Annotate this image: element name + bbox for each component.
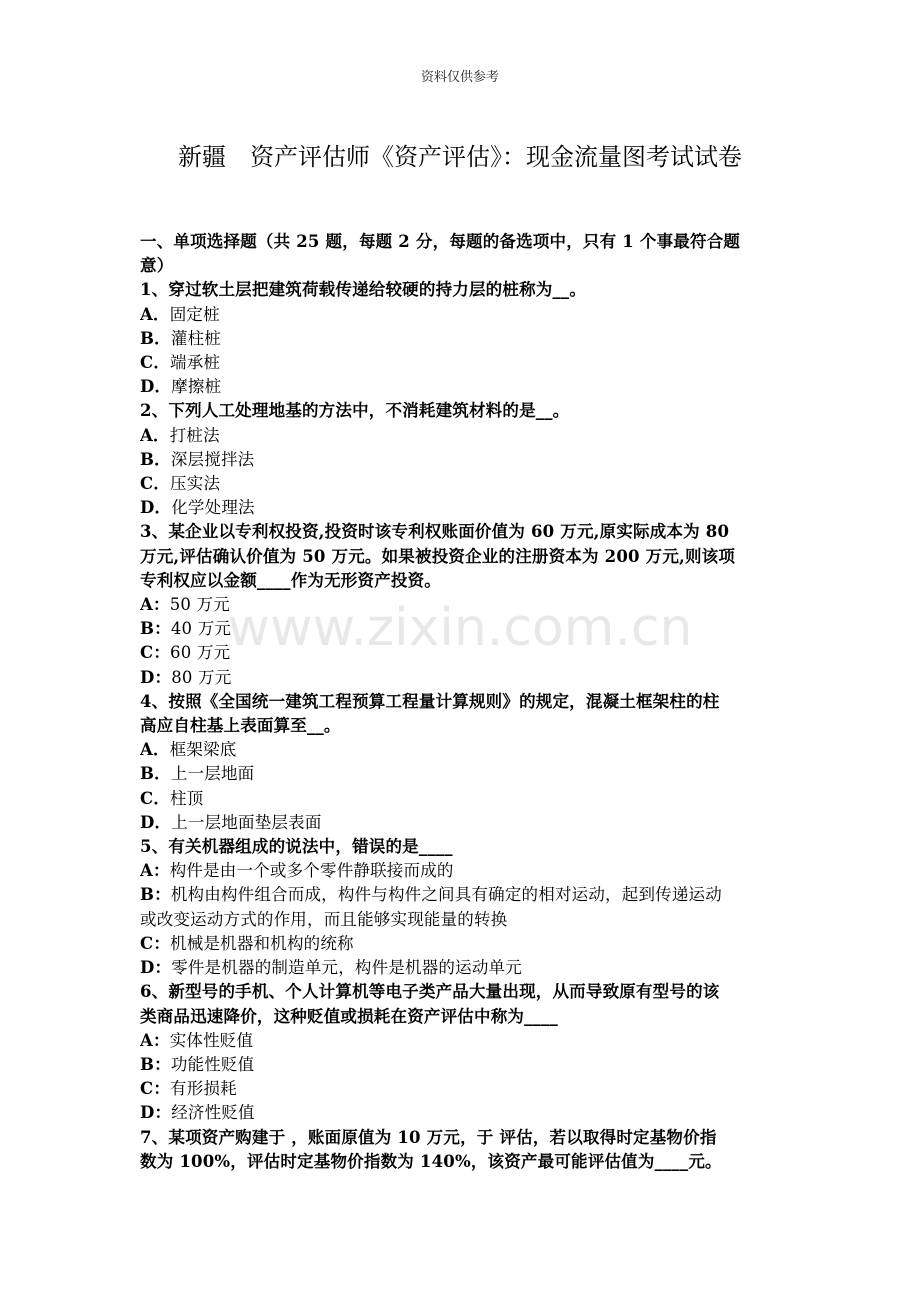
option-label: A． [140,425,170,445]
option-label: D： [140,667,172,687]
option-text: 机械是机器和机构的统称 [170,933,354,953]
answer-option [140,472,785,496]
answer-option [140,859,785,883]
question-text: 3、某企业以专利权投资,投资时该专利权账面价值为 60 万元,原实际成本为 80 [140,522,730,542]
answer-option [140,1029,785,1053]
question-text: 2、下列人工处理地基的方法中，不消耗建筑材料的是__。 [140,401,570,421]
option-text: 经济性贬值 [171,1103,255,1123]
option-text: 压实法 [170,474,221,494]
question-text: 6、新型号的手机、个人计算机等电子类产品大量出现，从而导致原有型号的该 [140,982,720,1002]
answer-option [140,787,785,811]
option-text: 框架梁底 [169,740,237,760]
question-text: 7、某项资产购建于 ，账面原值为 10 万元，于 评估，若以取得时定基物价指 [140,1127,717,1147]
question-stem [140,690,785,714]
option-text: 功能性贬值 [170,1054,255,1074]
answer-option [140,303,785,327]
option-label: D． [140,498,172,518]
answer-option [140,932,785,956]
question-text: 4、按照《全国统一建筑工程预算工程量计算规则》的规定，混凝土框架柱的柱 [140,691,720,711]
option-text: 打桩法 [169,425,220,445]
page-header: 资料仅供参考 [420,70,499,85]
section-heading-text: 一、单项选择题（共 25 题，每题 2 分，每题的备选项中，只有 1 个事最符合题 [140,232,741,251]
option-text: 机构由构件组合而成，构件与构件之间具有确定的相对运动，起到传递运动 [170,885,722,905]
option-text: 灌柱桩 [170,328,221,348]
question-text: 数为 100%，评估时定基物价指数为 140%，该资产最可能评估值为____元。 [140,1151,722,1171]
question-stem [140,520,785,544]
answer-option [140,738,785,762]
question-stem [140,399,785,423]
option-label: D： [140,1103,172,1123]
option-text: 80 万元 [171,667,232,687]
option-text: 深层搅拌法 [170,449,255,469]
question-stem [140,1005,785,1029]
option-label: D． [140,812,172,832]
document-title: 新疆 资产评估师《资产评估》：现金流量图考试试卷 [178,143,742,171]
answer-option [140,617,785,641]
answer-option [140,908,785,932]
option-label: C： [140,1079,171,1099]
answer-option [140,1077,785,1101]
question-text: 类商品迅速降价，这种贬值或损耗在资产评估中称为____ [140,1006,558,1026]
question-stem [140,545,785,569]
question-stem [140,714,785,738]
option-label: B． [140,328,171,348]
option-label: A： [140,1030,170,1050]
option-label: C． [140,788,171,808]
option-text: 端承桩 [170,353,221,373]
option-label: B： [140,885,171,905]
option-label: B： [140,619,171,639]
option-text: 有形损耗 [170,1079,237,1099]
question-text: 专利权应以金额____作为无形资产投资。 [140,570,441,590]
option-text: 或改变运动方式的作用，而且能够实现能量的转换 [140,909,508,929]
answer-option [140,762,785,786]
option-text: 柱顶 [170,788,204,808]
answer-option [140,327,785,351]
question-text: 高应自柱基上表面算至__。 [140,716,341,736]
answer-option [140,593,785,617]
answer-option [140,666,785,690]
answer-option [140,375,785,399]
answer-option [140,641,785,665]
answer-option [140,811,785,835]
question-stem [140,569,785,593]
question-stem [140,980,785,1004]
section-heading [140,254,785,278]
option-label: A： [140,861,170,881]
option-label: C： [140,933,171,953]
option-text: 零件是机器的制造单元，构件是机器的运动单元 [171,958,522,978]
option-text: 摩擦桩 [171,377,222,397]
watermark: www.zixin.com.cn [227,598,693,658]
question-stem [140,835,785,859]
option-label: A． [140,740,170,760]
option-label: C． [140,353,171,373]
option-label: D． [140,377,172,397]
option-label: D： [140,958,172,978]
section-heading [140,230,785,254]
question-text: 5、有关机器组成的说法中，错误的是____ [140,837,453,857]
option-text: 上一层地面垫层表面 [171,812,322,832]
option-label: B： [140,1054,171,1074]
option-label: A： [140,595,170,615]
option-label: A． [140,304,170,324]
option-text: 60 万元 [170,643,231,663]
option-label: C． [140,474,171,494]
question-text: 万元,评估确认价值为 50 万元。如果被投资企业的注册资本为 200 万元,则该项 [140,546,736,566]
option-text: 构件是由一个或多个零件静联接而成的 [169,861,454,881]
option-text: 化学处理法 [171,498,255,518]
option-label: B． [140,764,171,784]
answer-option [140,424,785,448]
exam-content [140,230,785,1174]
option-text: 50 万元 [169,595,230,615]
option-text: 上一层地面 [170,764,255,784]
question-text: 1、穿过软土层把建筑荷载传递给较硬的持力层的桩称为__。 [140,280,587,300]
answer-option [140,351,785,375]
question-stem [140,278,785,302]
question-stem [140,1126,785,1150]
answer-option [140,496,785,520]
section-heading-text: 意） [140,256,174,276]
answer-option [140,448,785,472]
answer-option [140,1101,785,1125]
option-text: 40 万元 [170,619,232,639]
option-text: 实体性贬值 [169,1030,254,1050]
option-label: B． [140,449,171,469]
option-text: 固定桩 [169,304,220,324]
question-stem [140,1150,785,1174]
answer-option [140,1053,785,1077]
answer-option [140,956,785,980]
option-label: C： [140,643,171,663]
answer-option [140,883,785,907]
